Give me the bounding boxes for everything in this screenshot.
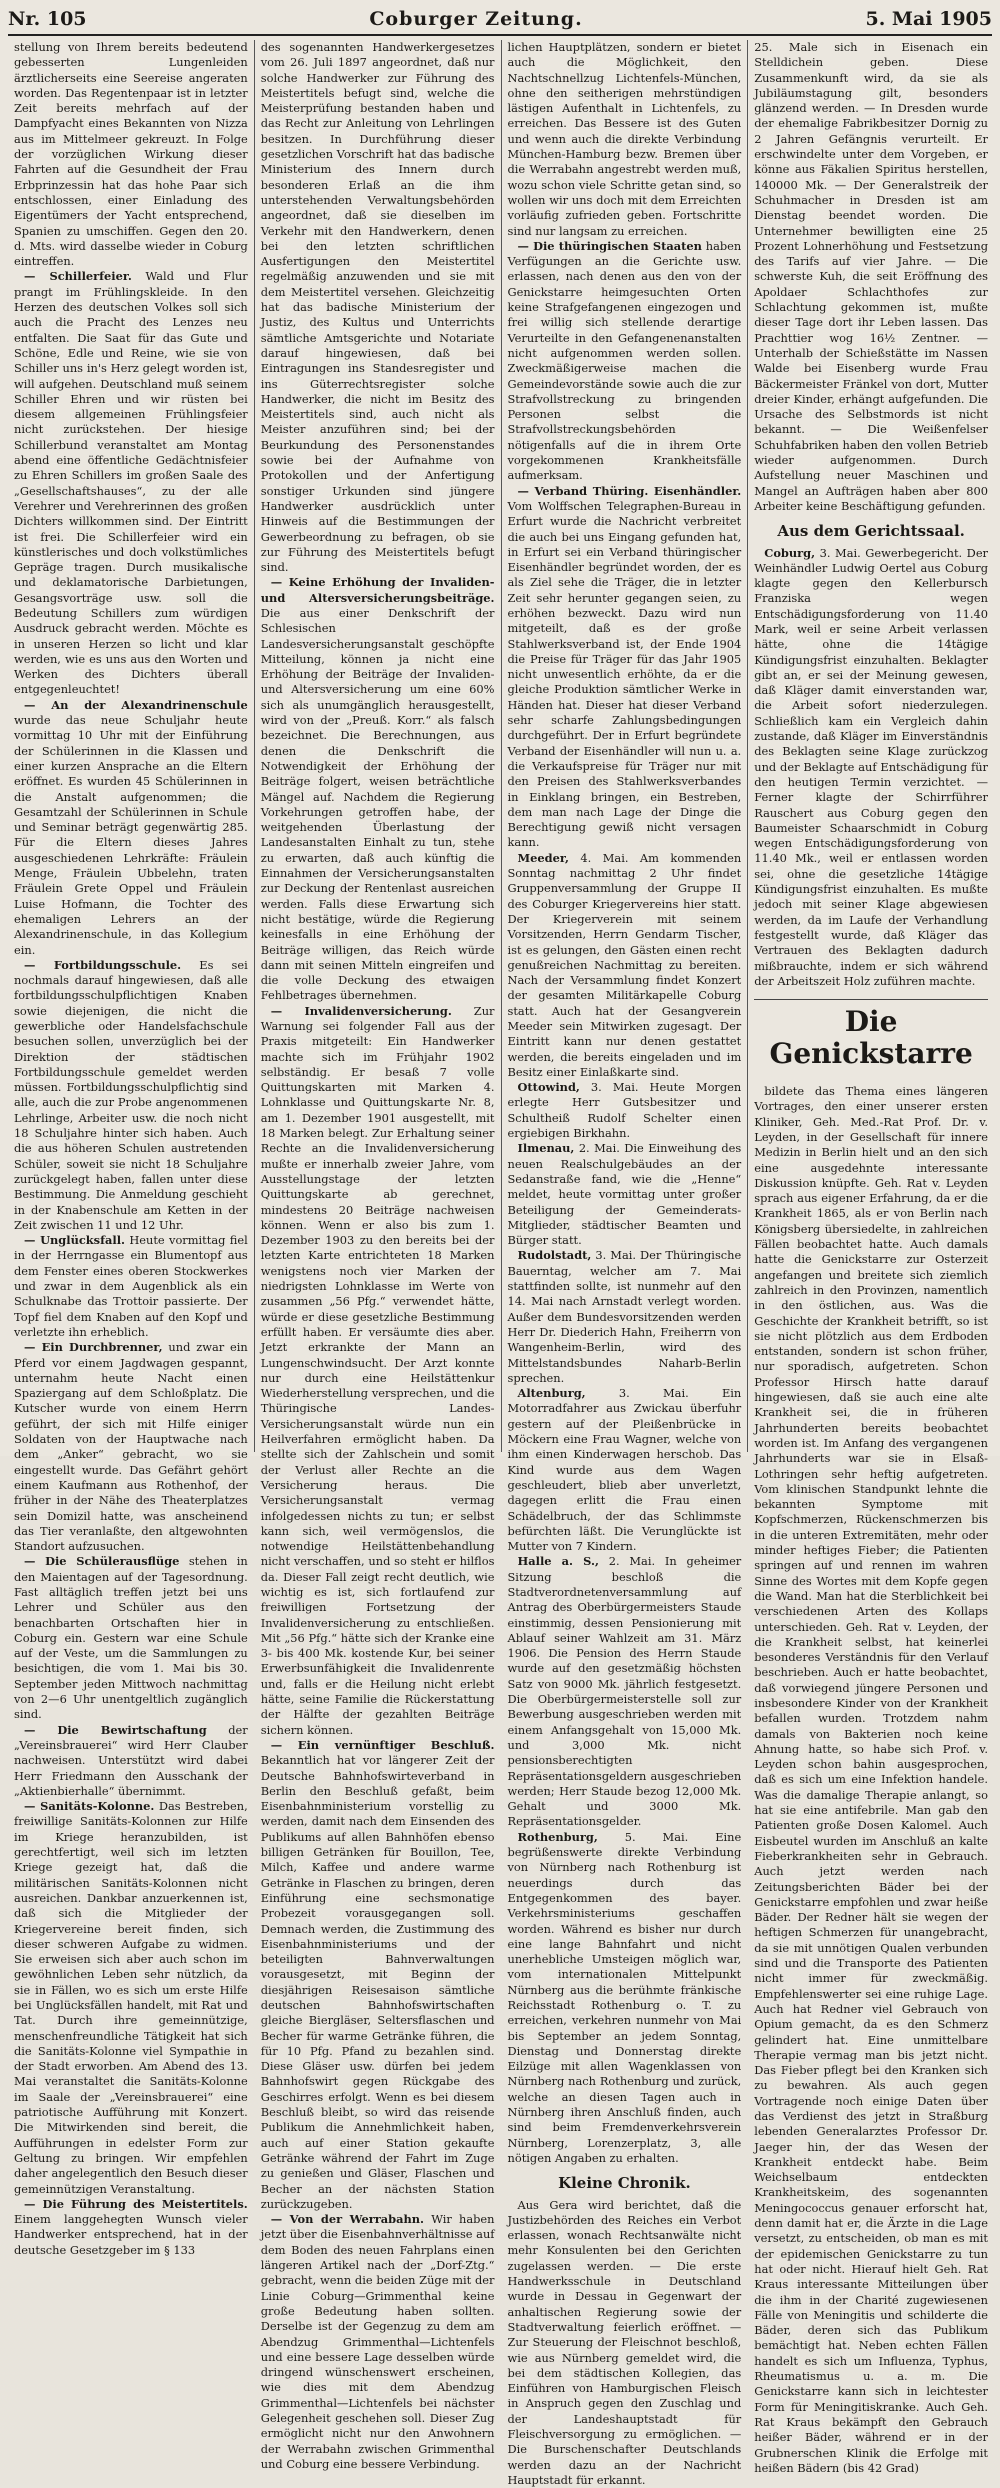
article-headline: — Die Bewirtschaftung: [24, 1722, 207, 1737]
article-text: Aus Gera wird berichtet, daß die Justizbehörden des Reiches ein Verbot erlassen, wonach Rechtsanwälte nicht mehr Konsulenten bei den Gerichten zugelassen werden. — Die erste Handwerksschule in Deutschland wurde in Dessau in Gegenwart der anhaltischen Regierung sowie der Stadtverwaltung feierlich eröffnet. — Zur Steuerung der Fleischnot beschloß, wie aus Nürnberg gemeldet wird, die bei dem städtischen Kollegien, das Einführen von Hamburgischen Fleisch in Anspruch gegen den Zuschlag und der Landeshauptstadt für Fleischversorgung zu ermöglichen. — Die Burschenschafter Deutschlands werden dazu an der Nachricht Hauptstadt für erkannt.: [507, 2197, 742, 2487]
article-paragraph: [14, 1340, 248, 1554]
place-dateline: Rothenburg,: [517, 1829, 598, 1844]
article-headline: — Schillerfeier.: [24, 269, 132, 284]
article-text: Die aus einer Denkschrift der Schlesischen Landesversicherungsanstalt geschöpfte Mitteilung, können ja nicht eine Erhöhung der Beiträge der Invaliden- und Altersversicherung um eine 60% sich als unumgänglich herausgestellt, wird von der „Preuß. Korr.“ als falsch bezeichnet. Die Berechnungen, aus denen die Denkschrift die Notwendigkeit der Erhöhung der Beiträge folgert, weisen beträchtliche Mängel auf. Nachdem die Regierung Vorkehrungen getroffen habe, der weitgehenden Überlastung der Landesanstalten Einhalt zu tun, stehe zu erwarten, daß auch künftig die Einnahmen der Versicherungsanstalten zur Deckung der Rentenlast ausreichen werden. Falls diese Erwartung sich nicht bestätige, würde die Regierung keinesfalls in eine Erhöhung der Beiträge willigen, das Reich würde dann mit seinen Mitteln eingreifen und die volle Deckung des etwaigen Fehlbetrages übernehmen.: [260, 605, 495, 1003]
article-text: 2. Mai. Die Einweihung des neuen Realschulgebäudes an der Sedanstraße fand, wie die „Henne“ meldet, heute vormittag unter großer Beteiligung der Gemeinderats-Mitglieder, städtischer Beamten und Bürger statt.: [507, 1141, 742, 1248]
article-text: bildete das Thema eines längeren Vortrages, den einer unserer ersten Kliniker, Geh. Med.-Rat Prof. Dr. v. Leyden, in der Gesellschaft für innere Medizin in Berlin hielt und an den sich eine ausgedehnte interessante Diskussion knüpfte. Geh. Rat v. Leyden sprach aus eigener Erfahrung, da er die Krankheit 1865, als er von Berlin nach Königsberg übersiedelte, in zahlreichen Fällen beobachtet hatte. Auch damals hatte die Genickstarre zur Osterzeit angefangen und breitete sich ziemlich zahlreich in den Provinzen, namentlich in den östlichen, aus. Was die Geschichte der Krankheit betrifft, so ist sie nicht plötzlich aus dem Erdboden entstanden, sondern ist schon früher, nur sporadisch, aufgetreten. Schon Professor Hirsch hatte darauf hingewiesen, daß sie auch eine alte Krankheit sei, die in früheren Jahrhunderten bereits beobachtet worden ist. Im Anfang des vergangenen Jahrhunderts war sie in Elsaß-Lothringen sehr heftig aufgetreten. Vom klinischen Standpunkt lehnte die bekannten Symptome mit Kopfschmerzen, Rückenschmerzen bis in die unteren Extremitäten, mehr oder minder heftiges Fieber; die Patienten springen auf und rennen im wahren Sinne des Wortes mit dem Kopfe gegen die Wand. Man hat die Sterblichkeit bei verschiedenen Arten des Kollaps unterschieden. Geh. Rat v. Leyden, der die Krankheit selbst, hat keinerlei besonderes Verständnis für den Verlauf beschrieben. Auch er hatte beobachtet, daß vorwiegend jüngere Personen und insbesondere Kinder von der Krankheit befallen wurden. Trotzdem nahm damals von Bakterien noch keine Ahnung hatte, so habe sich Prof. v. Leyden schon bahin ausgesprochen, daß es sich um eine Infektion handele. Was die damalige Therapie anlangt, so hat sie eine antifebrile. Man gab den Patienten große Dosen Kalomel. Auch Eisbeutel wurden im Anschluß an kalte Fieberkrankheiten sehr in Gebrauch. Auch jetzt werden nach Zeitungsberichten Bäder bei der Genickstarre empfohlen und zwar heiße Bäder. Der Redner hält sie wegen der heftigen Schmerzen für unangebracht, da sie mit unnötigen Qualen verbunden sind und die Transporte des Patienten nicht immer für zweckmäßig. Empfehlenswerter sei eine ruhige Lage. Auch hat Redner viel Gebrauch von Opium gemacht, da es den Schmerz gelindert hat. Eine unmittelbare Therapie vermag man bis jetzt nicht. Das Fieber pflegt bei den Kranken sich zu bewahren. Als auch gegen Vortragende noch einige Daten über das Verdienst des jetzt in Straßburg lebenden Generalarztes Professor Dr. Jaeger hin, der das Wesen der Krankheit entdeckt habe. Beim Weichselbaum entdeckten Krankheitskeim, des sogenannten Meningococcus genauer erforscht hat, denn damit hat er, die Ärzte in die Lage versetzt, zu entscheiden, ob man es mit der epidemischen Genickstarre zu tun hat oder nicht. Hierauf hielt Geh. Rat Kraus interessante Mitteilungen über die ihm in der Charité zugewiesenen Fälle von Meningitis und schilderte die Bäder, deren sich das Publikum bemächtigt hat. Neben echten Fällen handelt es sich um Influenza, Typhus, Rheumatismus u. a. m. Die Genickstarre kann sich in leichtester Form für Meningitiskranke. Auch Geh. Rat Kraus bekämpft den Gebrauch heißer Bäder, während er in der Grubnerschen Klinik die Erfolge mit heißen Bädern (bis 42 Grad): [754, 1084, 988, 2475]
place-dateline: Altenburg,: [517, 1386, 586, 1401]
issue-date: 5. Mai 1905: [865, 8, 992, 30]
article-paragraph: [14, 1233, 248, 1340]
place-dateline: Ottowind,: [517, 1080, 580, 1095]
article-text: wurde das neue Schuljahr heute vormittag 10 Uhr mit der Einführung der Schülerinnen in die Klassen und einer kurzen Ansprache an die Eltern eröffnet. Es wurden 45 Schülerinnen in die Anstalt aufgenommen; die Gesamtzahl der Schülerinnen in Schule und Seminar beträgt gegenwärtig 285. Für die Eltern dieses Jahres ausgeschiedenen Lehrkräfte: Fräulein Menge, Fräulein Ubbelehn, traten Fräulein Grete Oppel und Fräulein Luise Hofmann, die Tochter des ehemaligen Lehrers an der Alexandrinenschule, in das Kollegium ein.: [14, 713, 248, 957]
article-headline: — Ein Durchbrenner,: [24, 1340, 163, 1355]
article-headline: — Die Führung des Meistertitels.: [24, 2196, 248, 2211]
article-paragraph: [508, 851, 742, 1080]
article-text: Heute vormittag fiel in der Herrngasse ein Blumentopf aus dem Fenster eines oberen Stockwerkes und zwar in dem Augenblick als ein Schulknabe das Trottoir passierte. Der Topf fiel dem Knaben auf den Kopf und verletzte ihn erheblich.: [14, 1233, 248, 1339]
column-2: [255, 40, 502, 2471]
article-text: 2. Mai. In geheimer Sitzung beschloß die Stadtverordnetenversammlung auf Antrag des Oberbürgermeisters Staude einstimmig, dessen Pensionierung mit Ablauf seiner Wahlzeit am 31. März 1906. Die Pension des Herrn Staude wurde auf den gesetzmäßig höchsten Satz von 9000 Mk. jährlich festgesetzt. Die Oberbürgermeisterstelle soll zur Bewerbung ausgeschrieben werden mit einem Anfangsgehalt von 15,000 Mk. und 3,000 Mk. nicht pensionsberechtigten Repräsentationsgeldern ausgeschrieben werden; Herr Staude bezog 12,000 Mk. Gehalt und 3000 Mk. Repräsentationsgelder.: [507, 1554, 742, 1829]
place-dateline: Rudolstadt,: [517, 1248, 592, 1263]
article-paragraph: [14, 1799, 248, 2197]
article-text: Zur Warnung sei folgender Fall aus der Praxis mitgeteilt: Ein Handwerker machte sich im Frühjahr 1902 selbständig. Er besaß 7 volle Quittungskarten mit Marken 4. Lohnklasse und Quittungskarte Nr. 8, am 1. Dezember 1901 ausgestellt, mit 18 Marken belegt. Zur Erhaltung seiner Rechte an die Invalidenversicherung mußte er innerhalb zweier Jahre, vom Ausstellungstage der letzten Quittungskarte ab gerechnet, mindestens 20 Beiträge nachweisen können. Wenn er also bis zum 1. Dezember 1903 zu den bereits bei der letzten Karte entrichteten 18 Marken wenigstens noch vier Marken der niedrigsten Lohnklasse im Werte von zusammen „56 Pfg.“ verwendet hätte, würde er diese gesetzliche Bestimmung erfüllt haben. Er versäumte dies aber. Jetzt erkrankte der Mann an Lungenschwindsucht. Der Arzt konnte nur durch eine Heilstättenkur Wiederherstellung versprechen, und die Thüringische Landes-Versicherungsanstalt würde nun ein Heilverfahren ermöglicht haben. Da stellte sich der Zahlschein und somit der Verlust aller Rechte an die Versicherung heraus. Die Versicherungsanstalt vermag infolgedessen nichts zu tun; er selbst kann sich, weil vermögenslos, die notwendige Heilstättenbehandlung nicht verschaffen, und so steht er hilflos da. Dieser Fall zeigt recht deutlich, wie wichtig es ist, sich fortlaufend zur freiwilligen Fortsetzung der Invalidenversicherung zu entschließen. Mit „56 Pfg.“ hätte sich der Kranke eine 3- bis 400 Mk. kostende Kur, bei seiner Erwerbsunfähigkeit die Invalidenrente und, falls er die Heilung nicht erlebt hätte, seine Familie die Rückerstattung der Hälfte der gezahlten Beiträge sichern können.: [260, 1003, 495, 1737]
article-paragraph: [508, 484, 742, 851]
column-3: [502, 40, 749, 2487]
column-4: [748, 40, 994, 2475]
article-paragraph: [14, 958, 248, 1233]
article-text: lichen Hauptplätzen, sondern er bietet auch die Möglichkeit, den Nachtschnellzug Lichtenfels-München, ohne den seitherigen mehrstündigen lästigen Aufenthalt in Lichtenfels, zu erreichen. Das Bessere ist des Guten und wenn auch die direkte Verbindung München-Hamburg bezw. Bremen über die Werrabahn angestrebt werden muß, wozu schon viele Schritte getan sind, so wollen wir uns doch mit dem Erreichten vorläufig zufrieden geben. Fortschritte sind nur langsam zu erreichen.: [507, 40, 742, 238]
newspaper-title: Coburger Zeitung.: [369, 8, 583, 30]
article-text: Bekanntlich hat vor längerer Zeit der Deutsche Bahnhofswirteverband in Berlin den Beschluß gefaßt, beim Eisenbahnministerium vorstellig zu werden, damit nach dem Einsenden des Publikums auf allen Bahnhöfen ebenso billigen Getränken für Bouillon, Tee, Milch, Kaffee und andere warme Getränke in Flaschen zu bringen, deren Einführung eine sechsmonatige Probezeit vorausgegangen soll. Demnach werden, die Zustimmung des Eisenbahnministeriums und der beteiligten Bahnverwaltungen vorausgesetzt, mit Beginn der diesjährigen Reisesaison sämtliche deutschen Bahnhofswirtschaften gleiche Biergläser, Seltersflaschen und Becher für warme Getränke führen, die für 10 Pfg. Pfand zu bezahlen sind. Diese Gläser usw. dürfen bei jedem Bahnhofswirt gegen Rückgabe des Geschirres erfolgt. Wenn es bei diesem Beschluß bleibt, so wird das reisende Publikum die Annehmlichkeit haben, auch auf einer Station gekaufte Getränke während der Fahrt im Zuge zu genießen und Gläser, Flaschen und Becher an der nächsten Station zurückzugeben.: [260, 1753, 495, 2211]
article-text: Es sei nochmals darauf hingewiesen, daß alle fortbildungsschulpflichtigen Knaben sowie diejenigen, die nicht die gewerbliche oder Handelsfachschule besuchen sollen, unverzüglich bei der Direktion der städtischen Fortbildungsschule gemeldet werden müssen. Fortbildungsschulpflichtig sind alle, auch die zur Probe angenommenen Lehrlinge, Arbeiter usw. die noch nicht 18 Schuljahre hinter sich haben. Auch die aus höheren Schulen austretenden Schüler, soweit sie nicht 18 Schuljahre zurückgelegt haben, fallen unter diese Bestimmung. Die Anmeldung geschieht in der Knabenschule am Ketten in der Zeit zwischen 11 und 12 Uhr.: [14, 957, 248, 1232]
article-headline: — Unglücksfall.: [24, 1233, 125, 1248]
article-headline: — Die thüringischen Staaten: [517, 238, 702, 253]
article-text: Einem langgehegten Wunsch vieler Handwerker entsprechend, hat in der deutsche Gesetzgeber im § 133: [14, 2212, 248, 2257]
article-text: 3. Mai. Heute Morgen erlegte Herr Gutsbesitzer und Schultheiß Rudolf Schelter einen ergiebigen Birkhahn.: [507, 1080, 742, 1141]
article-headline: — Keine Erhöhung der Invaliden- und Altersversicherungsbeiträge.: [260, 575, 495, 605]
article-paragraph: [261, 1738, 495, 2212]
article-text: 3. Mai. Ein Motorradfahrer aus Zwickau überfuhr gestern auf der Pleißenbrücke in Möckern eine Frau Wagner, welche von ihm einen Kinderwagen herschob. Das Kind wurde aus dem Wagen geschleudert, blieb aber unverletzt, dagegen erlitt die Frau einen Schädelbruch, der das Schlimmste befürchten läßt. Die Verunglückte ist Mutter von 7 Kindern.: [507, 1386, 742, 1554]
article-text: 25. Male sich in Eisenach ein Stelldichein geben. Diese Zusammenkunft wird, da sie als Jubiläumstagung gilt, besonders glänzend werden. — In Dresden wurde der ehemalige Fabrikbesitzer Dornig zu 2 Jahren Gefängnis verurteilt. Er erschwindelte unter dem Vorgeben, er könne aus Fäkalien Spiritus herstellen, 140000 Mk. — Der Generalstreik der Schuhmacher in Dresden ist am Dienstag beendet worden. Die Unternehmer bewilligten eine 25 Prozent Lohnerhöhung und Festsetzung des Tarifs auf vier Jahre. — Die schwerste Kuh, die seit Eröffnung des Apoldaer Schlachthofes zur Schlachtung gekommen ist, mußte dieser Tage dort ihr Leben lassen. Das Prachttier wog 16½ Zentner. — Unterhalb der Schießstätte im Nassen Walde bei Eisenberg wurde Frau Bäckermeister Fränkel von dort, Mutter dreier Kinder, erhängt aufgefunden. Die Ursache des Selbstmords ist nicht bekannt. — Die Weißenfelser Schuhfabriken haben den vollen Betrieb wieder aufgenommen. Durch Aufstellung neuer Maschinen und Mangel an Aufträgen haben aber 800 Arbeiter keine Beschäftigung gefunden.: [754, 40, 988, 513]
article-paragraph: [508, 1830, 742, 2167]
article-headline: — Ein vernünftiger Beschluß.: [270, 1737, 495, 1752]
article-text: stellung von Ihrem bereits bedeutend gebesserten Lungenleiden ärztlicherseits eine Seereise angeraten worden. Das Regentenpaar ist in letzter Zeit bereits mehrfach auf der Dampfyacht eines Bekannten von Nizza aus im Mittelmeer gekreuzt. In Folge der vorzüglichen Wirkung dieser Fahrten auf die Gesundheit der Frau Erbprinzessin hat das hohe Paar sich entschlossen, einer Einladung des Eigentümers der Yacht entsprechend, Spanien zu umschiffen. Gegen den 20. d. Mts. wird dasselbe wieder in Coburg eintreffen.: [14, 40, 248, 269]
article-text: stehen in den Maientagen auf der Tagesordnung. Fast alltäglich treffen jetzt bei uns Lehrer und Schüler aus den benachbarten Ortschaften hier in Coburg ein. Gestern war eine Schule auf der Veste, um die Sammlungen zu besichtigen, die vom 1. Mai bis 30. September jeden Mittwoch nachmittag von 2—6 Uhr unentgeltlich zugänglich sind.: [14, 1554, 248, 1722]
place-dateline: Halle a. S.,: [517, 1554, 599, 1569]
section-heading: Aus dem Gerichtssaal.: [777, 522, 965, 541]
article-paragraph: [508, 1554, 742, 1829]
article-paragraph: [508, 1141, 742, 1248]
article-paragraph: [754, 546, 988, 990]
article-text: 3. Mai. Der Thüringische Bauerntag, welcher am 7. Mai stattfinden sollte, ist nunmehr auf den 14. Mai nach Arnstadt verlegt worden. Außer dem Bundesvorsitzenden werden Herr Dr. Diederich Hahn, Freiherrn von Wangenheim-Berlin, wird des Mittelstandsbundes Naharb-Berlin sprechen.: [507, 1248, 742, 1385]
place-dateline: Ilmenau,: [517, 1141, 575, 1156]
article-text: Wir haben jetzt über die Eisenbahnverhältnisse auf dem Boden des neuen Fahrplans einen längeren Artikel nach der „Dorf-Ztg.“ gebracht, wenn die beiden Züge mit der Linie Coburg—Grimmenthal keine große Bedeutung haben sollten. Derselbe ist der Gegenzug zu dem am Abendzug Grimmenthal—Lichtenfels und eine bessere Lage desselben würde dringend wünschenswert erscheinen, wie dies mit dem Abendzug Grimmenthal—Lichtenfels bei nächster Gelegenheit geschehen soll. Dieser Zug ermöglicht nicht nur den Anwohnern der Werrabahn zwischen Grimmenthal und Coburg eine bessere Verbindung.: [260, 2212, 495, 2471]
article-paragraph: [261, 2212, 495, 2472]
article-paragraph: [14, 698, 248, 958]
article-paragraph: [508, 1386, 742, 1554]
article-headline: — Von der Werrabahn.: [270, 2212, 425, 2227]
article-headline: — Verband Thüring. Eisenhändler.: [517, 483, 742, 498]
article-text: Vom Wolffschen Telegraphen-Bureau in Erfurt wurde die Nachricht verbreitet die auch bei uns Eingang gefunden hat, in Erfurt sei ein Verband thüringischer Eisenhändler begründet worden, der es als Ziel sehe die Träger, die in letzter Zeit sehr herunter gegangen seien, zu erhöhen bezweckt. Dazu wird nun mitgeteilt, daß es der große Stahlwerksverband ist, der Ende 1904 die Preise für Träger für das Jahr 1905 nicht unwesentlich erhöhte, da er die gleiche Produktion sämtlicher Werke in Händen hat. Dieser hat dieser Verband sehr scharfe Zahlungsbedingungen durchgeführt. Der in Erfurt begründete Verband der Eisenhändler will nun u. a. die Verkaufspreise für Träger nur mit den Preisen des Stahlwerksverbandes in Einklang bringen, ein Bestreben, dem man nach Lage der Dinge die Berechtigung gewiß nicht versagen kann.: [507, 498, 742, 850]
article-paragraph: [508, 239, 742, 484]
article-text: Das Bestreben, freiwillige Sanitäts-Kolonnen zur Hilfe im Kriege heranzubilden, ist gerechtfertigt, weil sich im letzten Kriege gezeigt hat, daß die militärischen Sanitäts-Kolonnen nicht ausreichen. Dankbar anzuerkennen ist, daß sich die Mitglieder der Kriegervereine bereit finden, sich dieser schweren Aufgabe zu widmen. Sie erweisen sich aber auch schon im gewöhnlichen Leben sehr nützlich, da sie in Fällen, wo es sich um erste Hilfe bei Unglücksfällen handelt, mit Rat und Tat. Durch ihre gemeinnützige, menschenfreundliche Tätigkeit hat sich die Sanitäts-Kolonne viel Sympathie in der Stadt erworben. Am Abend des 13. Mai veranstaltet die Sanitäts-Kolonne im Saale der „Vereinsbrauerei“ eine patriotische Aufführung mit Konzert. Die Mitwirkenden sind bereit, die Aufführungen in edelster Form zur Geltung zu bringen. Wir empfehlen daher angelegentlich den Besuch dieser gemeinnützigen Veranstaltung.: [14, 1799, 248, 2196]
article-text: haben Verfügungen an die Gerichte usw. erlassen, nach denen aus den von der Genickstarre heimgesuchten Orten keine Strafgefangenen eingezogen und frei willig sich stellende derartige Verurteilte in den Gefangenenanstalten nicht aufgenommen werden sollen. Zweckmäßigerweise machen die Gemeindevorstände sowie auch die zur Strafvollstreckung zu bringenden Personen selbst die Strafvollstreckungsbehörden nötigenfalls auf die in ihrem Orte vorgekommenen Krankheitsfälle aufmerksam.: [507, 238, 742, 483]
article-text: der „Vereinsbrauerei“ wird Herr Clauber nachweisen. Unterstützt wird dabei Herr Friedmann den Ausschank der „Aktienbierhalle“ übernimmt.: [14, 1722, 248, 1798]
article-paragraph: [14, 269, 248, 697]
masthead: [8, 4, 992, 36]
article-headline: — Invalidenversicherung.: [270, 1003, 452, 1018]
article-text: 4. Mai. Am kommenden Sonntag nachmittag 2 Uhr findet Gruppenversammlung der Gruppe II des Coburger Kriegervereins hier statt. Der Kriegerverein mit seinem Vorsitzenden, Herrn Gendarm Tischer, ist es gelungen, den Gästen einen recht genußreichen Nachmittag zu bereiten. Nach der Versammlung findet Konzert der gesamten Militärkapelle Coburg statt. Auch hat der Gesangverein Meeder sein Mitwirken zugesagt. Der Eintritt kann nur denen gestattet werden, die bereits eingeladen und im Besitz einer Einlaßkarte sind.: [507, 850, 742, 1079]
article-headline: — Fortbildungsschule.: [24, 957, 182, 972]
article-text: und zwar ein Pferd vor einem Jagdwagen gespannt, unternahm heute Nacht einen Spaziergang auf dem Schloßplatz. Die Kutscher wurde von einem Herrn geführt, der sich mit Hilfe einiger Soldaten von der Hauptwache nach dem „Anker“ gebracht, wo sie eingestellt wurde. Das Gefährt gehört einem Kaufmann aus Rothenhof, der früher in der Nähe des Theaterplatzes sein Domizil hatte, was anscheinend das Tier veranlaßte, den altgewohnten Standort aufzusuchen.: [14, 1340, 248, 1554]
article-paragraph: [261, 575, 495, 1003]
place-dateline: Coburg,: [764, 545, 816, 560]
article-text: 3. Mai. Gewerbegericht. Der Weinhändler Ludwig Oertel aus Coburg klagte gegen den Kellerbursch Franziska wegen Entschädigungsforderung von 11.40 Mark, weil er seine Arbeit verlassen hätte, ohne die 14tägige Kündigungsfrist einzuhalten. Beklagter gibt an, er sei der Meinung gewesen, daß Kläger damit einverstanden war, die Arbeit sofort niederzulegen. Schließlich kam ein Vergleich dahin zustande, daß Kläger im Einverständnis des Beklagten seine Klage zurückzog und der Beklagte auf Entschädigung für den heutigen Termin verzichtet. — Ferner klagte der Schirrführer Rauschert aus Coburg gegen den Baumeister Schaarschmidt in Coburg wegen Entschädigungsforderung von 11.40 Mk., weil er entlassen worden sei, ohne die gesetzliche 14tägige Kündigungsfrist einzuhalten. Es mußte jedoch mit seiner Klage abgewiesen werden, da im Laufe der Verhandlung festgestellt wurde, daß Kläger das Vertrauen des Beklagten dadurch mißbrauchte, indem er sich während der Arbeitszeit Holz zuführen machte.: [754, 545, 989, 988]
place-dateline: Meeder,: [517, 850, 569, 865]
article-text: Wald und Flur prangt im Frühlingskleide. In den Herzen des deutschen Volkes soll sich auch die Pracht des Lenzes neu entfalten. Die Saat für das Gute und Schöne, Edle und Reine, wie sie von Schiller uns in's Herz gelegt worden ist, will aufgehen. Deutschland muß seinem Schiller Ehren und wir rüsten bei diesem allgemeinen Frühlingsfeier nicht zurückstehen. Der hiesige Schillerbund veranstaltet am Montag abend eine öffentliche Gedächtnisfeier zu Ehren Schillers im großen Saale des „Gesellschaftshauses“, zu der alle Verehrer und Verehrerinnen des großen Dichters willkommen sind. Der Eintritt ist frei. Die Schillerfeier wird ein künstlerisches und doch volkstümliches Gepräge tragen. Durch musikalische und deklamatorische Darbietungen, Gesangsvorträge usw. soll die Bedeutung Schillers zum würdigen Ausdruck gebracht werden. Möchte es in unseren Herzen so licht und klar werden, wie es uns aus den Worten und Werken des Dichters überall entgegenleuchtet!: [14, 269, 248, 697]
feature-headline: Die Genickstarre: [754, 999, 988, 1076]
article-paragraph: [14, 2197, 248, 2258]
text-columns: [8, 40, 994, 2487]
article-text: 5. Mai. Eine begrüßenswerte direkte Verbindung von Nürnberg nach Rothenburg ist neuerdings durch das Entgegenkommen des bayer. Verkehrsministeriums geschaffen worden. Während es bisher nur durch eine lange Bahnfahrt und nicht unerhebliche Umsteigen möglich war, vom internationalen Mittelpunkt Nürnberg aus die berühmte fränkische Reichsstadt Rothenburg o. T. zu erreichen, verkehren nunmehr von Mai bis September an jedem Sonntag, Dienstag und Donnerstag direkte Eilzüge mit allen Wagenklassen von Nürnberg nach Rothenburg und zurück, welche an diesen Tagen auch in Nürnberg ihren Anschluß finden, auch sind beim Fremdenverkehrsverein Nürnberg, Lorenzerplatz, 3, alle nötigen Angaben zu erhalten.: [507, 1829, 742, 2165]
article-paragraph: [14, 1554, 248, 1722]
issue-number: Nr. 105: [8, 8, 87, 30]
article-paragraph: [508, 1248, 742, 1386]
article-text: des sogenannten Handwerkergesetzes vom 26. Juli 1897 angeordnet, daß nur solche Handwerker zur Führung des Meistertitels befugt sind, welche die Meisterprüfung bestanden haben und das Recht zur Anleitung von Lehrlingen besitzen. In Durchführung dieser gesetzlichen Vorschrift hat das badische Ministerium des Innern durch besonderen Erlaß an die ihm unterstehenden Verwaltungsbehörden angeordnet, daß sie dieselben im Verkehr mit den Handwerkern, denen bei den letzten schriftlichen Ausfertigungen den Meistertitel regelmäßig anzuwenden und sie mit dem Meistertitel versehen. Gleichzeitig hat das badische Ministerium der Justiz, des Kultus und Unterrichts sämtliche Amtsgerichte und Notariate darauf hingewiesen, daß bei Eintragungen ins Standesregister und ins Güterrechtsregister solche Handwerker, die nicht im Besitz des Meistertitels sind, auch nicht als Meister anzuführen sind; bei der Beurkundung des Personenstandes sowie bei der Aufnahme von Protokollen und der Anfertigung sonstiger Urkunden sind jüngere Handwerker ausdrücklich unter Hinweis auf die Bestimmungen der Gewerbeordnung zu befragen, ob sie zur Führung des Meistertitels befugt sind.: [260, 40, 495, 575]
article-headline: — An der Alexandrinenschule: [24, 697, 248, 712]
article-headline: — Sanitäts-Kolonne.: [24, 1799, 155, 1814]
article-headline: — Die Schülerausflüge: [24, 1554, 180, 1569]
article-paragraph: [14, 1723, 248, 1799]
column-1: [8, 40, 255, 2257]
section-heading: Kleine Chronik.: [558, 2174, 691, 2193]
article-paragraph: [261, 1004, 495, 1738]
article-paragraph: [508, 1080, 742, 1141]
